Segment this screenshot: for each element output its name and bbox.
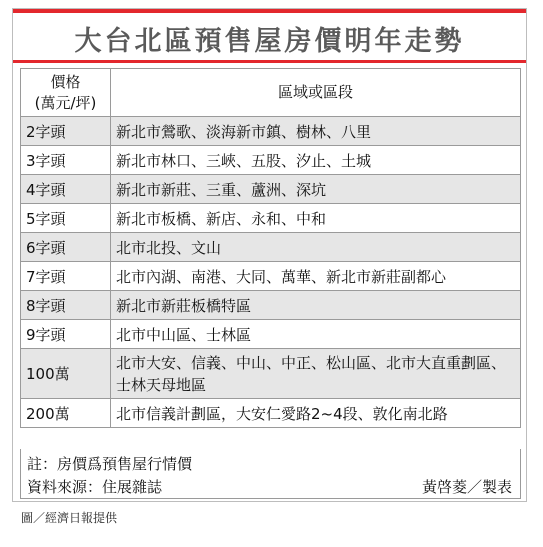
table-header-row bbox=[21, 69, 521, 117]
table-row bbox=[21, 320, 521, 349]
area-cell: 新北市新莊板橋特區 bbox=[111, 291, 521, 320]
title-red-rule bbox=[13, 60, 526, 63]
header-area: 區域或區段 bbox=[111, 69, 521, 117]
price-cell: 7字頭 bbox=[21, 262, 111, 291]
price-note: 註：房價爲預售屋行情價 bbox=[27, 455, 193, 473]
area-cell: 新北市鶯歌、淡海新市鎮、樹林、八里 bbox=[111, 117, 521, 146]
price-cell: 6字頭 bbox=[21, 233, 111, 262]
price-cell: 200萬 bbox=[21, 399, 111, 428]
table-row bbox=[21, 262, 521, 291]
table-row bbox=[21, 146, 521, 175]
notes-block bbox=[20, 449, 521, 499]
area-cell: 新北市板橋、新店、永和、中和 bbox=[111, 204, 521, 233]
price-table bbox=[20, 68, 521, 428]
price-cell: 2字頭 bbox=[21, 117, 111, 146]
area-cell: 新北市林口、三峽、五股、汐止、土城 bbox=[111, 146, 521, 175]
area-cell: 北市大安、信義、中山、中正、松山區、北市大直重劃區、士林天母地區 bbox=[111, 349, 521, 399]
price-cell: 5字頭 bbox=[21, 204, 111, 233]
table-row bbox=[21, 349, 521, 399]
area-cell: 北市信義計劃區，大安仁愛路2~4段、敦化南北路 bbox=[111, 399, 521, 428]
image-credit: 圖／經濟日報提供 bbox=[21, 511, 118, 525]
author-credit: 黃啓菱／製表 bbox=[421, 478, 512, 496]
data-source: 資料來源：住展雜誌 bbox=[27, 478, 163, 496]
header-price: 價格 (萬元/坪) bbox=[21, 69, 111, 117]
table-row bbox=[21, 204, 521, 233]
top-red-rule bbox=[13, 9, 526, 13]
area-cell: 北市北投、文山 bbox=[111, 233, 521, 262]
table-row bbox=[21, 233, 521, 262]
price-cell: 3字頭 bbox=[21, 146, 111, 175]
price-cell: 100萬 bbox=[21, 349, 111, 399]
price-cell: 4字頭 bbox=[21, 175, 111, 204]
table-row bbox=[21, 117, 521, 146]
area-cell: 北市內湖、南港、大同、萬華、新北市新莊副都心 bbox=[111, 262, 521, 291]
area-cell: 新北市新莊、三重、蘆洲、深坑 bbox=[111, 175, 521, 204]
infographic-title: 大台北區預售屋房價明年走勢 bbox=[74, 26, 465, 57]
area-cell: 北市中山區、士林區 bbox=[111, 320, 521, 349]
table-row bbox=[21, 399, 521, 428]
price-cell: 8字頭 bbox=[21, 291, 111, 320]
infographic-frame bbox=[12, 8, 527, 502]
price-cell: 9字頭 bbox=[21, 320, 111, 349]
table-row bbox=[21, 291, 521, 320]
table-row bbox=[21, 175, 521, 204]
